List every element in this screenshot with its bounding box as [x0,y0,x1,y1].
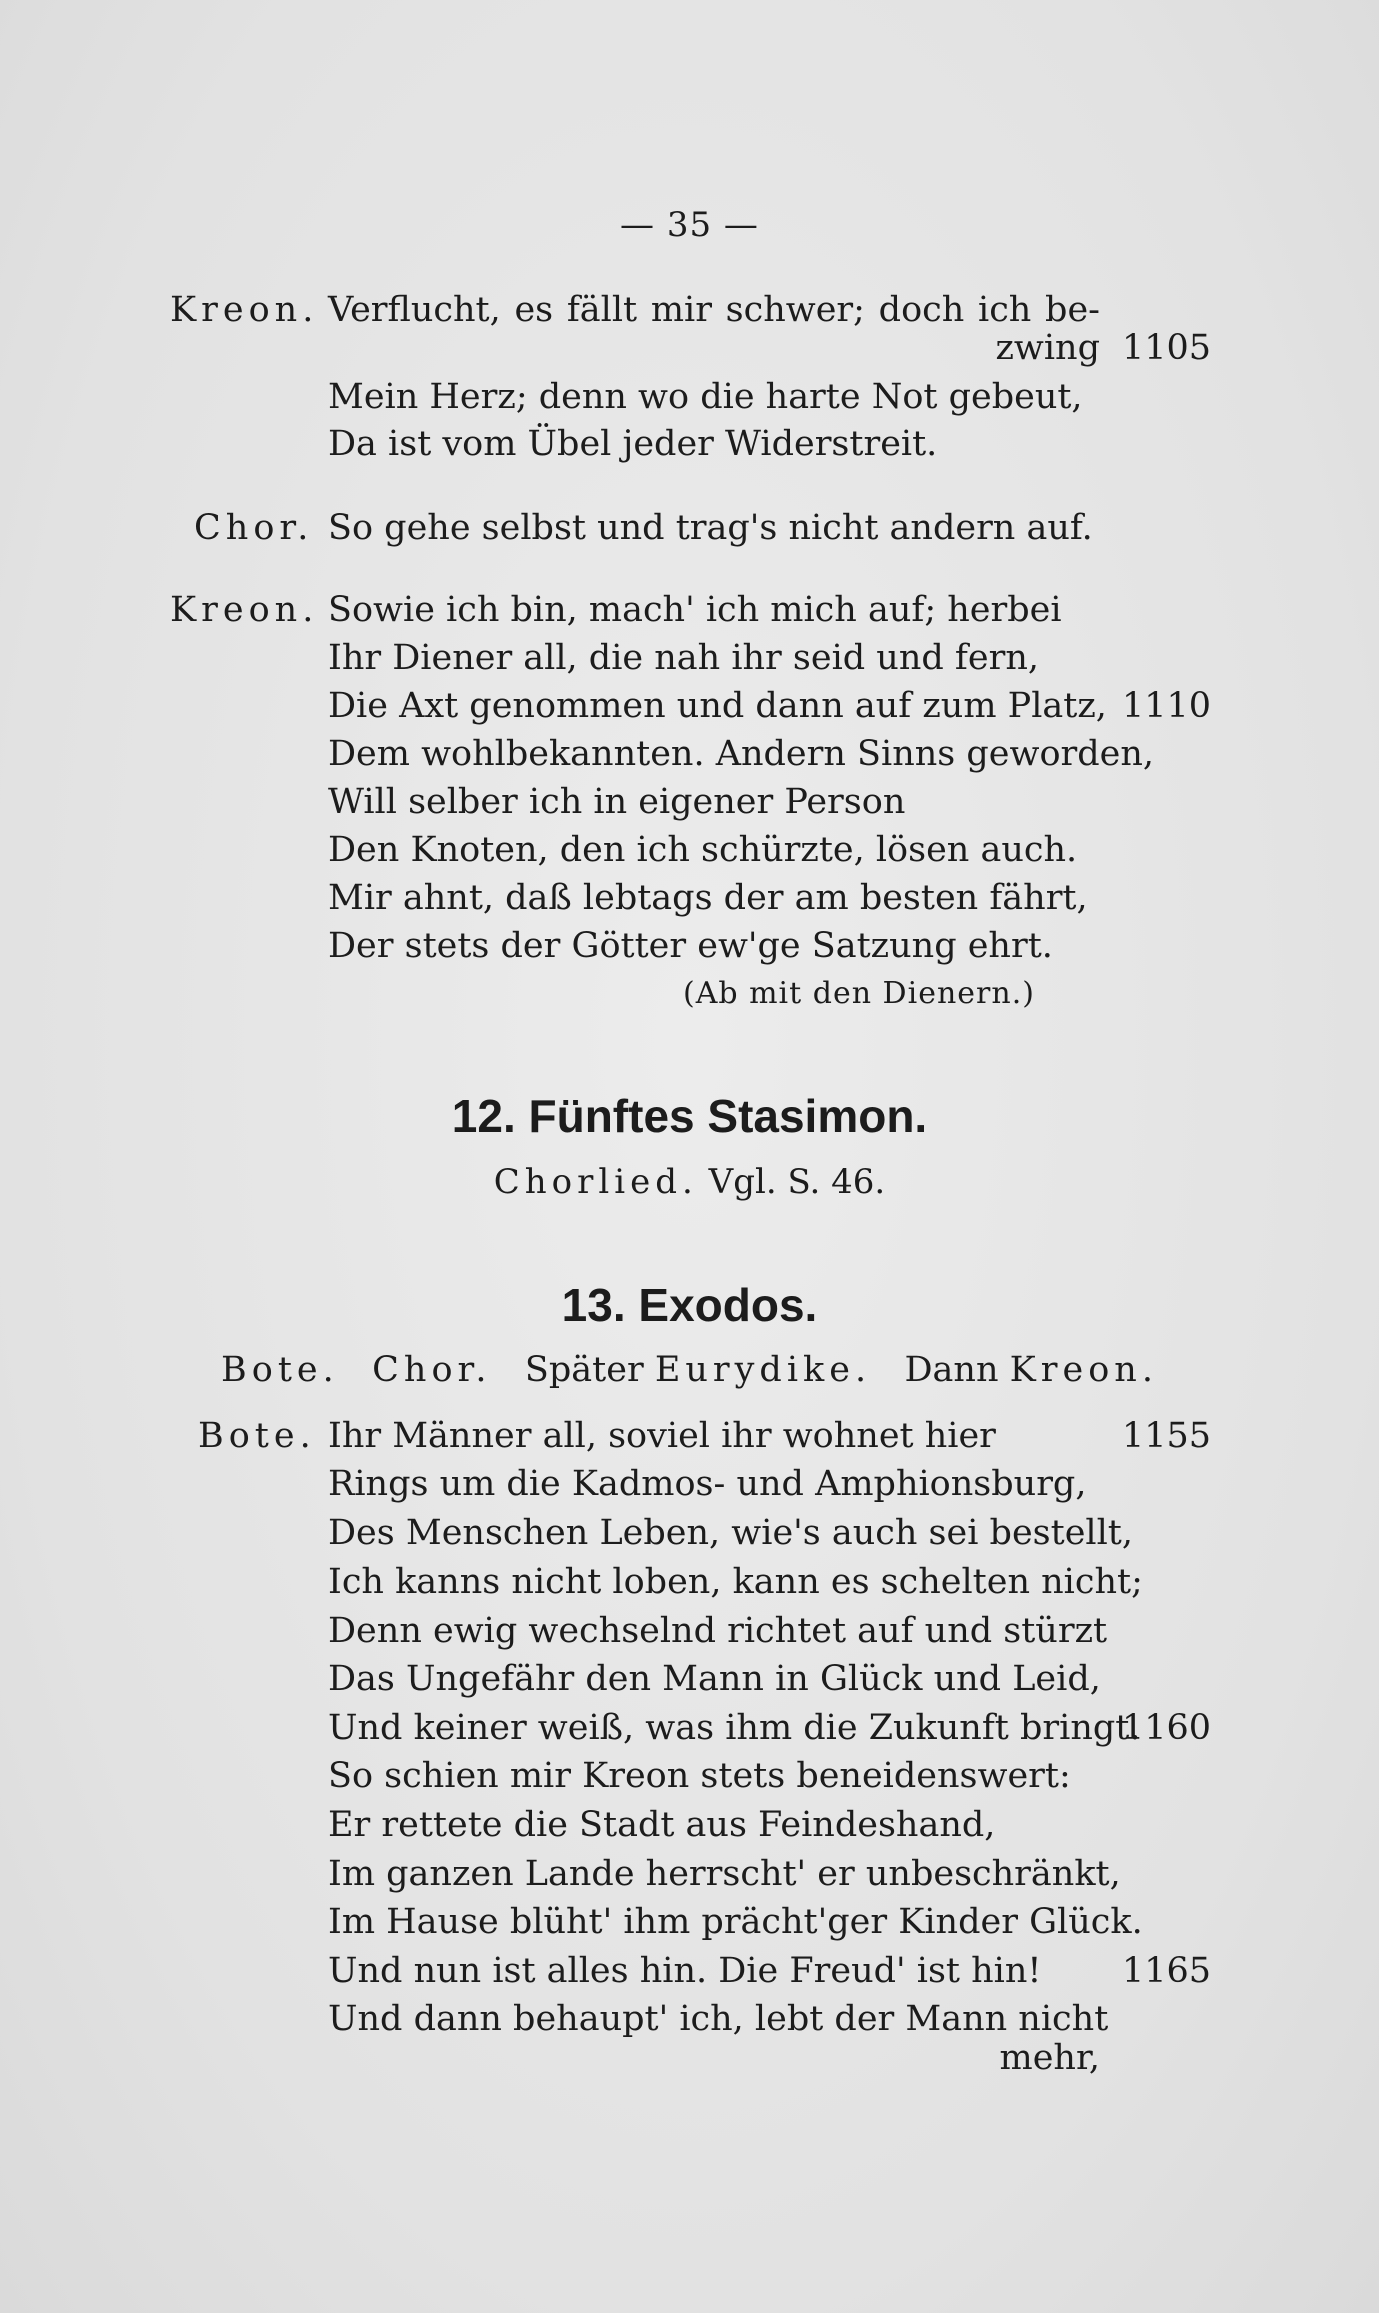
verse-line: Und dann behaupt' ich, lebt der Mann nicht [328,1999,1109,2039]
verse-line: So schien mir Kreon stets beneidenswert: [328,1756,1071,1796]
verse-line: Will selber ich in eigener Person [328,782,906,822]
subheading-spaced: Chorlied. [493,1162,698,1202]
cast-bote: Bote. [221,1350,339,1390]
cast-eurydike: Eurydike. [654,1350,872,1390]
verse-line: Er rettete die Stadt aus Feindeshand, [328,1805,996,1845]
verse-line: Verflucht, es fällt mir schwer; doch ich be- [328,290,1100,330]
stage-direction: (Ab mit den Dienern.) [683,976,1035,1011]
verse-line: Ich kanns nicht loben, kann es schelten nicht; [328,1562,1143,1602]
verse-line: Die Axt genommen und dann auf zum Platz, [328,686,1107,726]
verse-line: Ihr Männer all, soviel ihr wohnet hier [328,1416,996,1456]
line-number: 1105 [1122,328,1212,368]
verse-line: Mir ahnt, daß lebtags der am besten fährt, [328,878,1088,918]
verse-line: Dem wohlbekannten. Andern Sinns geworden, [328,734,1155,774]
speaker-chor: Chor. [194,508,314,548]
verse-line: Ihr Diener all, die nah ihr seid und fern, [328,638,1039,678]
cast-chor: Chor. [372,1350,492,1390]
page-number: — 35 — [620,205,759,245]
speaker-kreon: Kreon. [170,290,319,330]
verse-line: mehr, [999,2038,1100,2078]
section-heading: 12. Fünftes Stasimon. [451,1090,928,1142]
verse-line: Im Hause blüht' ihm prächt'ger Kinder Glück. [328,1902,1143,1942]
verse-line: Des Menschen Leben, wie's auch sei bestellt, [328,1513,1133,1553]
cast-kreon: Kreon. [1009,1350,1158,1390]
verse-line: Da ist vom Übel jeder Widerstreit. [328,424,938,464]
verse-line: Der stets der Götter ew'ge Satzung ehrt. [328,926,1053,966]
section-subheading [0,1162,1379,1202]
verse-line: zwing [995,328,1100,368]
cast-spaeter: Später [524,1350,644,1390]
line-number: 1165 [1122,1951,1212,1991]
section-heading: 13. Exodos. [561,1279,818,1331]
speaker-bote: Bote. [198,1416,316,1456]
cast-dann: Dann [904,1350,999,1390]
verse-line: Sowie ich bin, mach' ich mich auf; herbei [328,590,1062,630]
line-number: 1160 [1122,1708,1212,1748]
verse-line: Und keiner weiß, was ihm die Zukunft bringt. [328,1708,1141,1748]
verse-line: Denn ewig wechselnd richtet auf und stürzt [328,1611,1108,1651]
verse-line: Den Knoten, den ich schürzte, lösen auch. [328,830,1078,870]
subheading-reference: Vgl. S. 46. [708,1162,886,1202]
verse-line: Das Ungefähr den Mann in Glück und Leid, [328,1659,1101,1699]
verse-line: Und nun ist alles hin. Die Freud' ist hin! [328,1951,1042,1991]
line-number: 1110 [1122,686,1212,726]
verse-line: Mein Herz; denn wo die harte Not gebeut, [328,377,1083,417]
verse-line: Rings um die Kadmos- und Amphionsburg, [328,1464,1087,1504]
cast-list [0,1350,1379,1390]
verse-line: So gehe selbst und trag's nicht andern auf. [328,508,1093,548]
verse-line: Im ganzen Lande herrscht' er unbeschränkt, [328,1854,1121,1894]
line-number: 1155 [1122,1416,1212,1456]
speaker-kreon: Kreon. [170,590,319,630]
